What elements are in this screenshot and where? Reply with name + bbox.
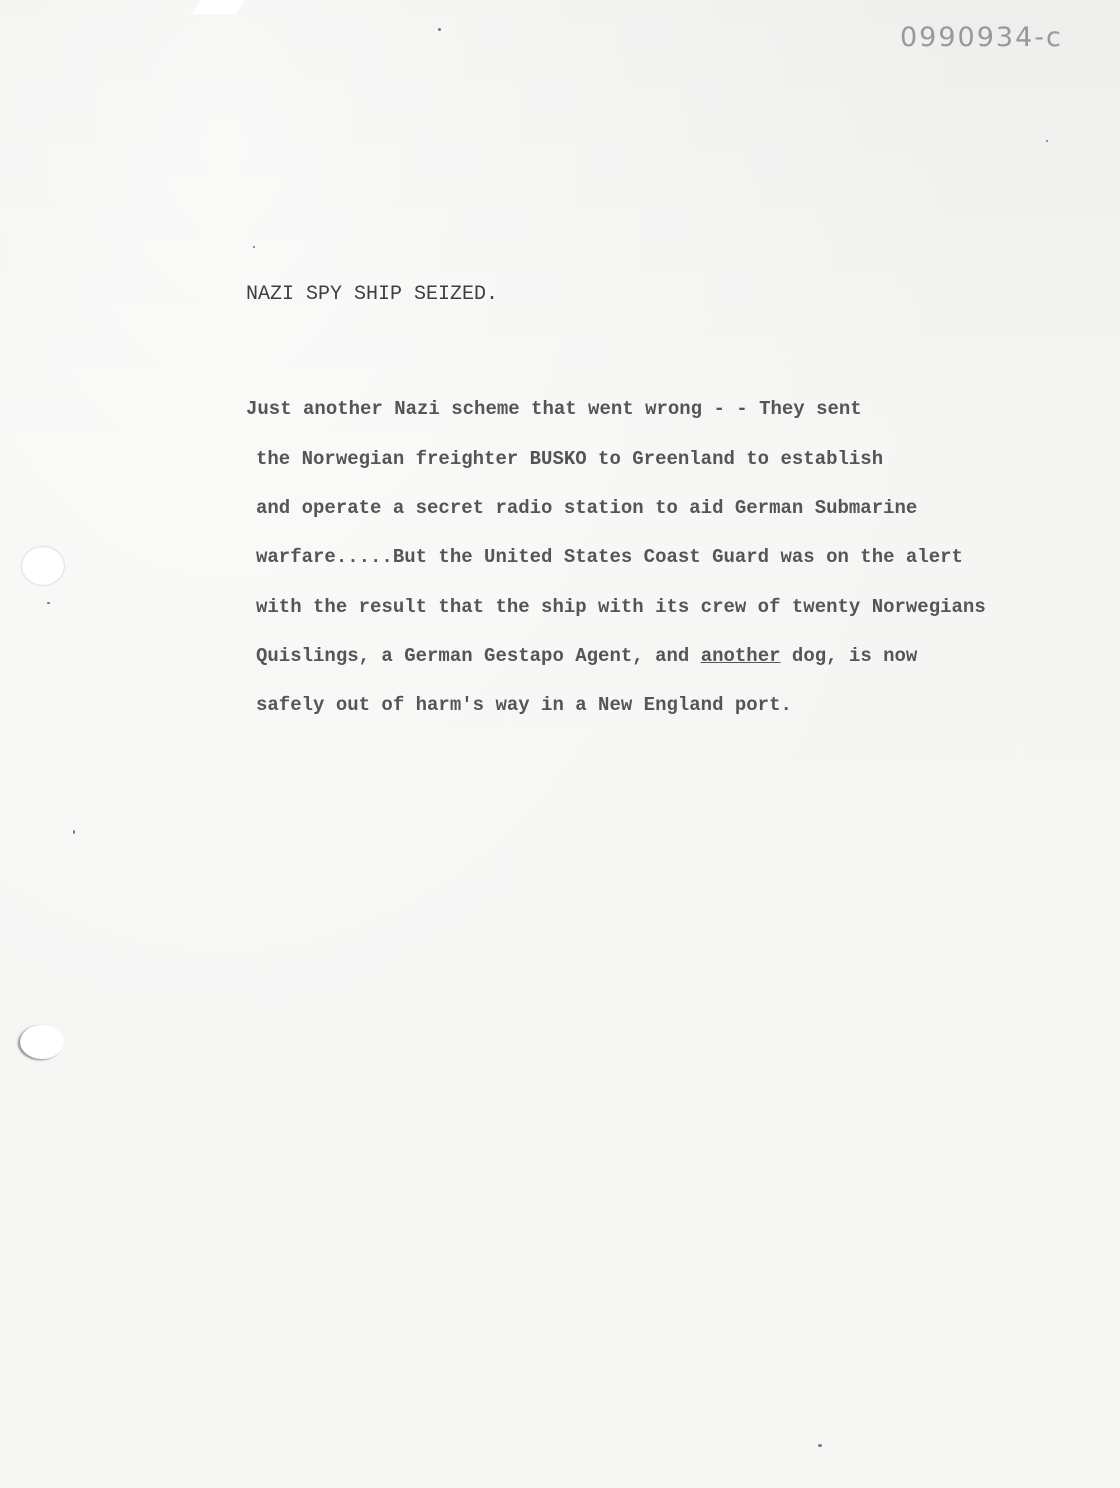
paper-speck [47, 602, 50, 604]
body-line: warfare.....But the United States Coast Guard was on the alert [256, 546, 963, 568]
body-line: and operate a secret radio station to aid German Submarine [256, 497, 918, 519]
punch-hole [20, 1025, 64, 1059]
punch-hole [22, 547, 64, 585]
corner-fold [191, 0, 245, 14]
headline: NAZI SPY SHIP SEIZED. [246, 283, 499, 306]
paper-speck [438, 28, 441, 31]
paper-speck [1046, 140, 1048, 142]
file-number: 0990934-c [900, 22, 1063, 53]
underlined-word: another [700, 645, 781, 667]
body-line: with the result that the ship with its crew of twenty Norwegians [256, 596, 986, 618]
body-line: safely out of harm's way in a New England port. [256, 694, 792, 716]
paper-speck [818, 1444, 822, 1447]
paper-speck [253, 246, 255, 248]
body-line-underlined: Quislings, a German Gestapo Agent, and another dog, is now [256, 645, 918, 667]
body-line: Just another Nazi scheme that went wrong - - They sent [246, 398, 862, 420]
paper-speck [73, 830, 75, 834]
body-line: the Norwegian freighter BUSKO to Greenland to establish [256, 448, 884, 470]
